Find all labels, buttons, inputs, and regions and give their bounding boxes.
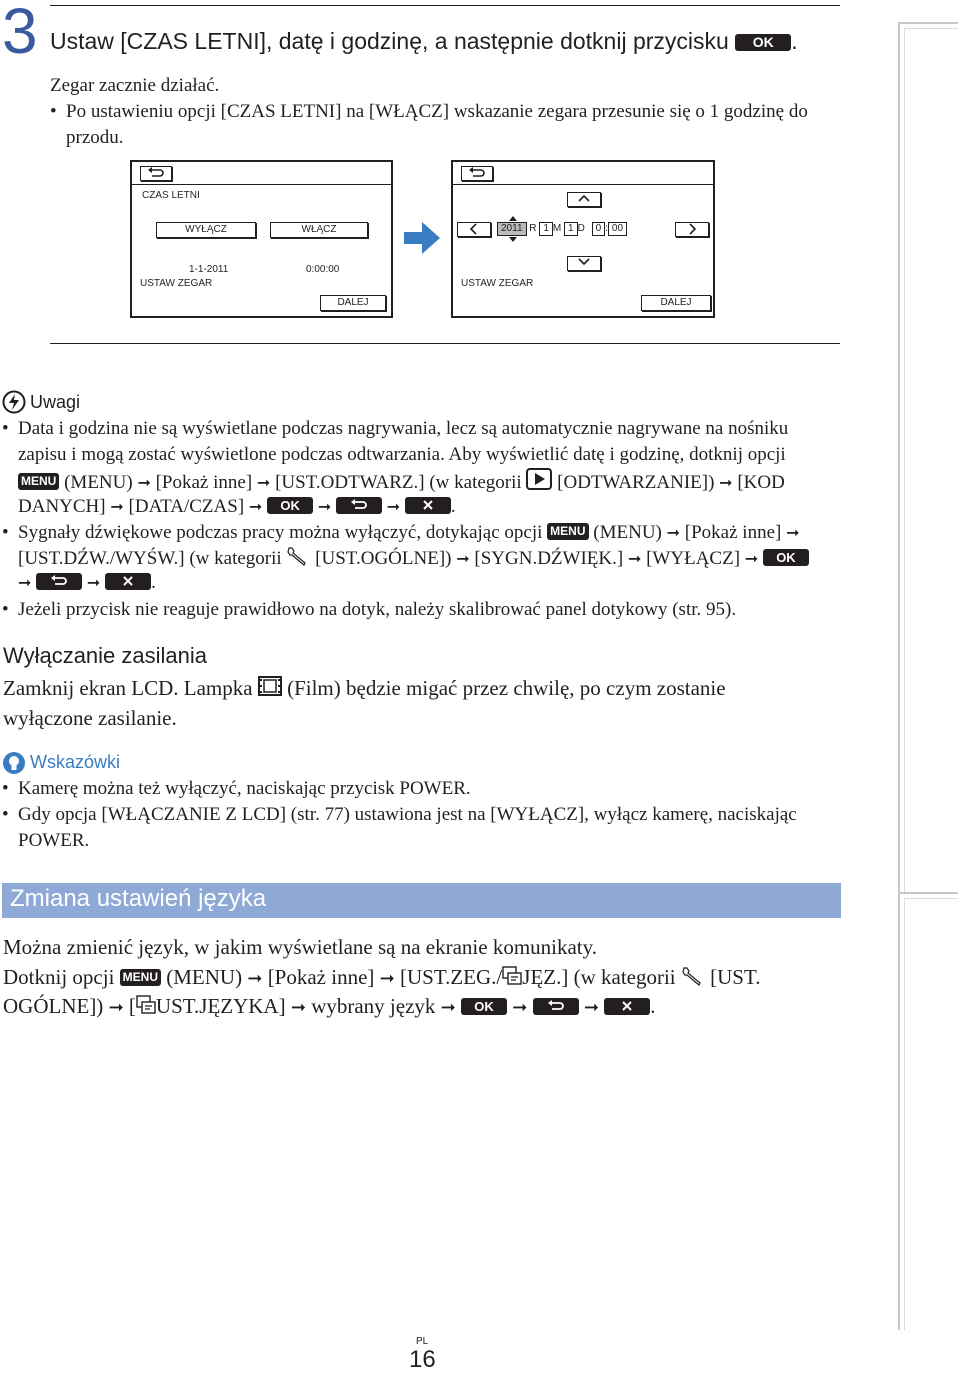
data-code-label: [KOD — [737, 472, 785, 493]
arrow-icon: ➞ — [290, 997, 306, 1018]
language-settings-label: UST.JĘZYKA] — [155, 994, 286, 1018]
back-button[interactable] — [140, 166, 172, 181]
arrow-icon: ➞ — [512, 997, 528, 1018]
arrow-icon: ➞ — [627, 549, 642, 568]
touch-text: Dotknij opcji — [3, 965, 115, 989]
day-field[interactable]: 1 — [564, 222, 578, 236]
dst-bullet: • Po ustawieniu opcji [CZAS LETNI] na [WŁĄCZ] wskazanie zegara przesunie się o 1 godzinę do — [66, 99, 808, 125]
close-button[interactable] — [604, 998, 650, 1015]
side-tab-lower[interactable] — [898, 892, 958, 1330]
panel-top-bar — [453, 162, 713, 185]
tip-1: • Kamerę można też wyłączyć, naciskając przycisk POWER. — [18, 776, 471, 802]
lcd-panel-clock — [451, 160, 715, 318]
chevron-down-icon — [578, 257, 590, 267]
dst-off-button[interactable]: WYŁĄCZ — [156, 222, 256, 238]
power-off-text-a: Zamknij ekran LCD. Lampka — [3, 676, 253, 700]
wrench-icon — [681, 966, 705, 986]
general-settings-label: [UST. — [710, 965, 761, 989]
note-2-line-3: ➞ ➞ . — [18, 570, 156, 596]
arrow-icon: ➞ — [86, 573, 101, 592]
wrench-icon — [286, 546, 310, 566]
playback-settings-label: [UST.ODTWARZ.] (w kategorii — [275, 472, 522, 493]
show-others-label: [Pokaż inne] — [684, 522, 782, 543]
ok-button[interactable]: OK — [735, 34, 791, 51]
next-field-button[interactable] — [675, 222, 709, 237]
arrow-icon: ➞ — [247, 968, 263, 989]
arrow-icon: ➞ — [719, 473, 733, 492]
language-line-2 — [3, 965, 761, 990]
menu-button[interactable]: MENU — [120, 969, 161, 986]
sound-settings-label: [UST.DŹW./WYŚW.] (w kategorii — [18, 548, 282, 569]
power-off-title: Wyłączanie zasilania — [3, 643, 208, 668]
dst-bullet-cont: przodu. — [66, 127, 124, 148]
tip-2-line-1: • Gdy opcja [WŁĄCZANIE Z LCD] (str. 77) ustawiona jest na [WYŁĄCZ], wyłącz kamerę, naciskając — [18, 802, 797, 828]
back-button[interactable] — [461, 166, 493, 181]
bracket-open: [ — [128, 994, 136, 1018]
clock-lang-label-end: JĘZ.] (w kategorii — [522, 965, 676, 989]
clock-lang-label: [UST.ZEG./ — [400, 965, 503, 989]
language-section-title: Zmiana ustawień języka — [10, 885, 267, 912]
page-number: 16 — [409, 1346, 436, 1373]
dst-label: CZAS LETNI — [142, 190, 200, 201]
menu-button[interactable]: MENU — [18, 473, 59, 490]
ok-button[interactable]: OK — [267, 497, 313, 514]
power-off-line-1 — [3, 676, 726, 701]
ok-button[interactable]: OK — [763, 549, 809, 566]
general-settings-label-end: OGÓLNE]) — [3, 994, 104, 1018]
date-time-label: [DATA/CZAS] — [128, 496, 245, 517]
arrow-icon: ➞ — [317, 497, 332, 516]
lcd-panel-dst — [130, 160, 393, 318]
return-icon — [547, 1000, 565, 1012]
arrow-icon: ➞ — [456, 549, 470, 568]
menu-label: (MENU) — [166, 965, 243, 989]
note-1-line-4: DANYCH] ➞ [DATA/CZAS] ➞ OK ➞ ➞ . — [18, 494, 456, 520]
chosen-language-label: wybrany język — [311, 994, 436, 1018]
top-rule — [50, 5, 840, 6]
note-1-line-2: zapisu i mogą zostać wyświetlone podczas odtwarzania. Aby wyświetlić datę i godzinę, dotknij opcji — [18, 444, 786, 465]
arrow-icon: ➞ — [379, 968, 395, 989]
minute-field[interactable]: 00 — [608, 222, 627, 236]
language-line-1: Można zmienić język, w jakim wyświetlane są na ekranie komunikaty. — [3, 935, 598, 959]
show-others-label: [Pokaż inne] — [267, 965, 375, 989]
down-button[interactable] — [567, 256, 601, 271]
dst-on-button[interactable]: WŁĄCZ — [270, 222, 368, 238]
step-number: 3 — [2, 0, 38, 67]
menu-label: (MENU) — [593, 522, 662, 543]
return-button[interactable] — [336, 497, 382, 514]
note-1-line-3 — [18, 468, 785, 496]
playback-category-label: [ODTWARZANIE]) — [557, 472, 715, 493]
language-section-header — [2, 883, 841, 918]
close-icon — [621, 1000, 633, 1012]
beep-text: Sygnały dźwiękowe podczas pracy można wyłączyć, dotykając opcji — [18, 522, 543, 543]
month-field[interactable]: 1 — [539, 222, 553, 236]
note-2-line-1 — [18, 520, 800, 546]
time-readout: 0:00:00 — [306, 264, 340, 275]
return-button[interactable] — [533, 998, 579, 1015]
notes-icon — [2, 390, 26, 414]
day-unit: D — [577, 223, 585, 234]
return-button[interactable] — [36, 573, 82, 590]
panel-footer-label: USTAW ZEGAR — [461, 278, 534, 289]
hour-field[interactable]: 0 — [592, 222, 606, 236]
arrow-icon: ➞ — [110, 497, 124, 516]
chevron-up-icon — [578, 193, 590, 203]
section-rule — [50, 343, 840, 344]
close-icon — [422, 499, 434, 511]
arrow-icon: ➞ — [18, 573, 32, 592]
language-icon — [136, 995, 156, 1015]
arrow-icon: ➞ — [248, 497, 263, 516]
note-2-line-2 — [18, 546, 809, 572]
arrow-icon: ➞ — [666, 523, 681, 542]
step-title-end: . — [791, 28, 798, 54]
step-title — [50, 28, 798, 55]
language-line-3: OGÓLNE]) ➞ [ UST.JĘZYKA] ➞ wybrany język ➞ OK ➞ ➞ . — [3, 994, 656, 1018]
year-spin-indicator — [509, 237, 517, 242]
year-field[interactable]: 2011 — [497, 222, 527, 236]
arrow-icon: ➞ — [786, 523, 800, 542]
power-off-text-b: (Film) będzie migać przez chwilę, po czym zostanie — [287, 676, 726, 700]
side-tab-upper[interactable] — [898, 22, 958, 894]
footer-lang: PL — [416, 1336, 429, 1347]
menu-label: (MENU) — [64, 472, 133, 493]
note-3: • Jeżeli przycisk nie reaguje prawidłowo na dotyk, należy skalibrować panel dotykowy (str. 95). — [18, 597, 736, 623]
arrow-icon: ➞ — [583, 997, 599, 1018]
month-unit: M — [552, 223, 562, 234]
return-icon — [147, 167, 165, 179]
chevron-right-icon — [687, 223, 697, 235]
arrow-icon: ➞ — [440, 997, 456, 1018]
close-button[interactable] — [405, 497, 451, 514]
off-label: [WYŁĄCZ] — [646, 548, 741, 569]
notes-title: Uwagi — [30, 392, 81, 412]
tips-title: Wskazówki — [30, 752, 121, 772]
step-title-text: Ustaw [CZAS LETNI], datę i godzinę, a następnie dotknij przycisku — [50, 28, 729, 54]
power-off-line-2: wyłączone zasilanie. — [3, 706, 177, 730]
note-1-line-1: • Data i godzina nie są wyświetlane podczas nagrywania, lecz są automatycznie nagrywane na nośniku — [18, 416, 788, 442]
return-icon — [50, 575, 68, 587]
panel-top-bar — [132, 162, 391, 185]
date-time-fields — [497, 222, 627, 236]
return-icon — [350, 499, 368, 511]
arrow-icon: ➞ — [744, 549, 759, 568]
clock-start-text: Zegar zacznie działać. — [50, 75, 220, 96]
time-colon: : — [605, 223, 608, 234]
chevron-left-icon — [469, 223, 479, 235]
prev-field-button[interactable] — [457, 222, 491, 237]
close-icon — [122, 575, 134, 587]
lightbulb-icon — [2, 751, 26, 775]
right-arrow-icon — [404, 222, 440, 254]
ok-button[interactable]: OK — [461, 998, 507, 1015]
return-icon — [468, 167, 486, 179]
arrow-icon: ➞ — [108, 997, 124, 1018]
arrow-icon: ➞ — [137, 473, 151, 492]
year-spin-indicator — [509, 216, 517, 221]
language-icon — [502, 966, 522, 986]
film-icon — [258, 676, 282, 696]
up-button[interactable] — [567, 192, 601, 207]
next-button[interactable]: DALEJ — [641, 295, 711, 311]
arrow-icon: ➞ — [386, 497, 401, 516]
arrow-icon: ➞ — [256, 473, 271, 492]
close-button[interactable] — [105, 573, 151, 590]
next-button[interactable]: DALEJ — [320, 295, 386, 311]
playback-icon — [526, 468, 552, 490]
general-settings-label: [UST.OGÓLNE]) — [315, 548, 452, 569]
menu-button[interactable]: MENU — [547, 523, 588, 540]
beep-label: [SYGN.DŹWIĘK.] — [474, 548, 624, 569]
panel-footer-label: USTAW ZEGAR — [140, 278, 213, 289]
tip-2-line-2: POWER. — [18, 830, 90, 851]
date-readout: 1-1-2011 — [189, 264, 229, 275]
show-others-label: [Pokaż inne] — [155, 472, 253, 493]
data-code-label-cont: DANYCH] — [18, 496, 106, 517]
year-unit: R — [529, 223, 537, 234]
